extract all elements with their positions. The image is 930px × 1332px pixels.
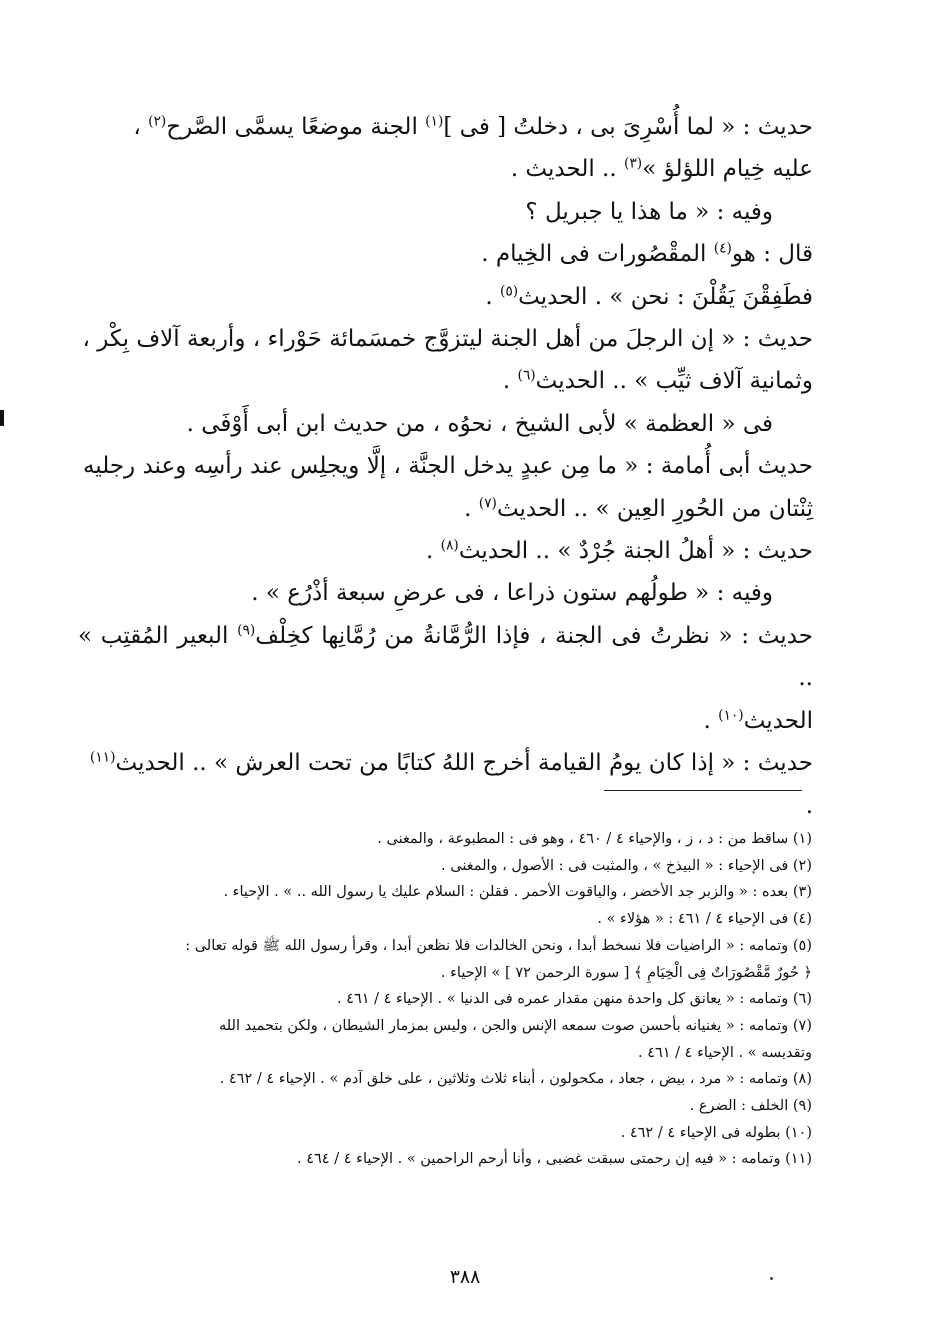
footnote-ref[interactable]: (١١) <box>89 749 116 766</box>
footnotes <box>95 826 812 1173</box>
footnote: (١) ساقط من : د ، ز ، والإحياء ٤ / ٤٦٠ ، وهو فى : المطبوعة ، والمغنى . <box>377 831 812 847</box>
footnote: (١٠) بطوله فى الإحياء ٤ / ٤٦٢ . <box>620 1124 812 1141</box>
text-line: حديث : « أهلُ الجنة جُرْدٌ » .. الحديث$^{(٨)}$ . <box>425 537 813 565</box>
text-line: حديث : « نظرتُ فى الجنة ، فإذا الرُّمَّانةُ من رُمَّانِها كخِلْف$^{(٩)}$ البعير المُقتِب » .. <box>78 622 813 692</box>
footnote: (٥) وتمامه : « الراضيات فلا نسخط أبدا ، ونحن الخالدات فلا نظعن أبدا ، وقرأ رسول الله ﷺ قوله تعالى : <box>185 937 812 954</box>
text-line: قال : هو$^{(٤)}$ المقْصُورات فى الخِيام . <box>481 240 813 268</box>
footnote: وتقديسه » . الإحياء ٤ / ٤٦١ . <box>637 1044 812 1061</box>
footnote-divider <box>604 790 802 791</box>
text-line: وفيه : « ما هذا يا جبريل ؟ <box>525 198 773 225</box>
footnote-ref[interactable]: (١) <box>425 113 444 130</box>
footnote: (٢) فى الإحياء : « البيذخ » ، والمثبت فى : الأصول ، والمغنى . <box>441 857 812 874</box>
text-line: حديث أبى أُمامة : « ما مِن عبدٍ يدخل الجنَّة ، إلَّا ويجلِس عند رأسِه وعند رجليه <box>82 453 813 480</box>
footnote-ref[interactable]: (٩) <box>237 622 256 639</box>
footnote-ref[interactable]: (٢) <box>148 113 167 130</box>
footnote-ref[interactable]: (٥) <box>499 282 519 299</box>
footnote: (٩) الخلف : الضرع . <box>689 1098 812 1115</box>
footnote-ref[interactable]: (٣) <box>623 155 643 172</box>
footnote-ref[interactable]: (٤) <box>713 240 732 257</box>
footnote-ref[interactable]: (٨) <box>440 537 459 554</box>
text-line: ثِنْتان من الحُورِ العِين » .. الحديث$^{(٧)}$ . <box>464 495 813 522</box>
footnote-ref[interactable]: (١٠) <box>718 707 744 724</box>
footnote-ref[interactable]: (٧) <box>478 495 497 511</box>
footnote: (٧) وتمامه : « يغنيانه بأحسن صوت سمعه الإنس والجن ، وليس بمزمار الشيطان ، ولكن بتحميد الله <box>218 1017 812 1034</box>
text-line: حديث : « إن الرجلَ من أهل الجنة ليتزوَّج خمسَمائة حَوْراء ، وأربعة آلاف بِكْر ، <box>82 326 813 353</box>
scan-speck <box>770 1277 773 1280</box>
text-line: وفيه : « طولُهم ستون ذراعا ، فى عرضِ سبعة أذْرُع » . <box>251 580 773 607</box>
page-number: ٣٨٨ <box>449 1266 481 1288</box>
footnote: (١١) وتمامه : « فيه إن رحمتى سبقت غضبى ، وأنا أرحم الراحمين » . الإحياء ٤ / ٤٦٤ . <box>297 1151 812 1168</box>
footnote: (٤) فى الإحياء ٤ / ٤٦١ : « هؤلاء » . <box>597 911 812 928</box>
text-line: حديث : « لما أُسْرِىَ بى ، دخلتُ [ فى ]$^{(١)}$ الجنة موضعًا يسمَّى الصَّرح$^{(٢)}$ ، <box>133 113 813 140</box>
footnote: ﴿ حُورٌ مَّقْصُورَاتٌ فِى الْخِيَامِ ﴾ [ سورة الرحمن ٧٢ ] » الإحياء . <box>440 964 812 981</box>
text-line: فى « العظمة » لأبى الشيخ ، نحوُه ، من حديث ابن أبى أَوْفَى . <box>186 410 773 437</box>
footnote: (٦) وتمامه : « يعانق كل واحدة منهن مقدار عمره فى الدنيا » . الإحياء ٤ / ٤٦١ . <box>336 991 812 1008</box>
footnote-ref[interactable]: (٦) <box>517 367 536 384</box>
text-line: فطَفِقْنَ يَقُلْنَ : نحن » . الحديث$^{(٥)}$ . <box>485 282 813 310</box>
footnote: (٣) بعده : « والزبر جد الأخضر ، والياقوت الأحمر . فقلن : السلام عليك يا رسول الله .. » . الإحياء . <box>223 884 812 901</box>
text-line: وثمانية آلاف ثيِّب » .. الحديث$^{(٦)}$ . <box>502 367 813 395</box>
scan-margin-mark <box>0 410 4 426</box>
text-line: حديث : « إذا كان يومُ القيامة أخرج اللهُ كتابًا من تحت العرش » .. الحديث$^{(١١)}$ . <box>89 749 813 819</box>
main-text <box>78 106 813 827</box>
text-line: عليه خِيام اللؤلؤ »$^{(٣)}$ .. الحديث . <box>510 155 813 183</box>
text-line: الحديث$^{(١٠)}$ . <box>703 707 813 734</box>
footnote: (٨) وتمامه : « مرد ، بيض ، جعاد ، مكحولون ، أبناء ثلاث وثلاثين ، على خلق آدم » . الإحياء ٤ / ٤٦٢ . <box>219 1071 812 1088</box>
